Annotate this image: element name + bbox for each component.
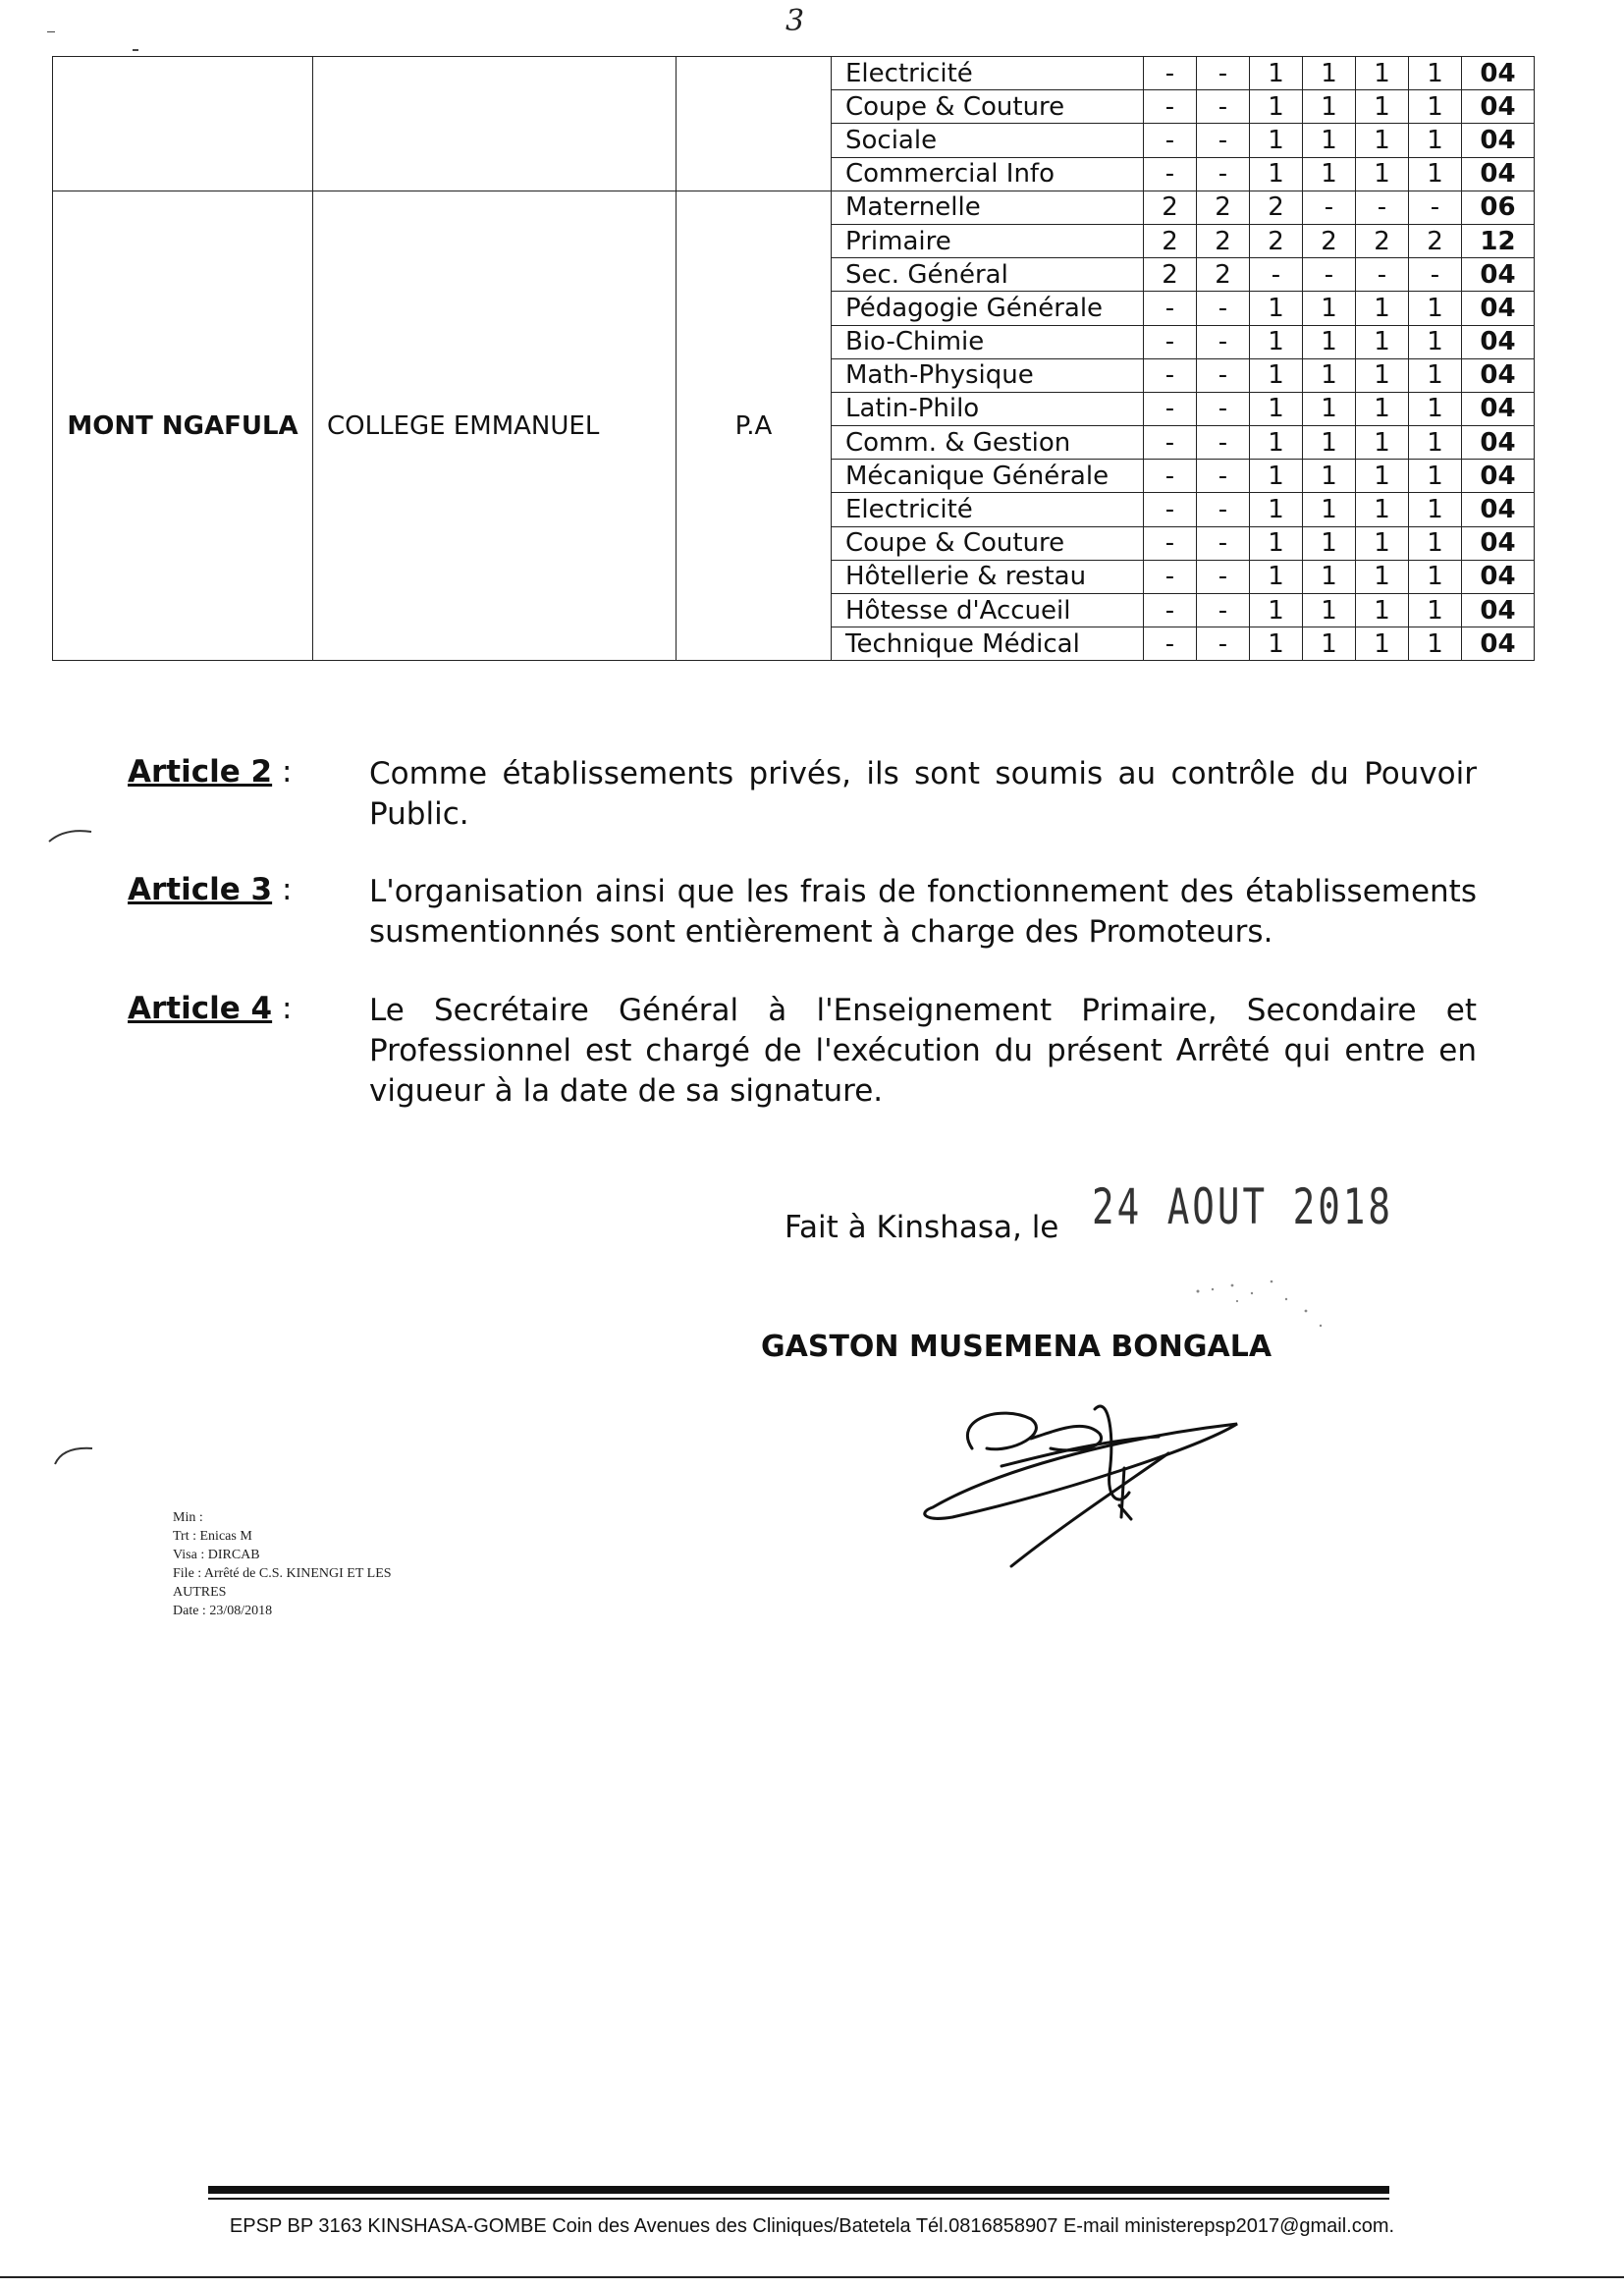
- count-cell: 1: [1250, 292, 1303, 325]
- count-cell: 1: [1356, 325, 1409, 358]
- count-cell: 1: [1356, 594, 1409, 627]
- count-cell: -: [1303, 258, 1356, 292]
- count-cell: 1: [1250, 493, 1303, 526]
- option-cell: Latin-Philo: [832, 392, 1144, 425]
- count-cell: -: [1144, 594, 1197, 627]
- option-cell: Coupe & Couture: [832, 526, 1144, 560]
- total-cell: 04: [1462, 157, 1535, 191]
- option-cell: Electricité: [832, 57, 1144, 90]
- reference-block: [173, 1508, 392, 1620]
- count-cell: -: [1197, 157, 1250, 191]
- count-cell: 1: [1303, 157, 1356, 191]
- count-cell: -: [1409, 191, 1462, 224]
- count-cell: 1: [1303, 292, 1356, 325]
- count-cell: -: [1356, 258, 1409, 292]
- count-cell: 1: [1356, 358, 1409, 392]
- count-cell: -: [1197, 90, 1250, 124]
- count-cell: -: [1197, 426, 1250, 460]
- option-cell: Math-Physique: [832, 358, 1144, 392]
- table-row: [53, 57, 1535, 90]
- count-cell: 1: [1303, 594, 1356, 627]
- count-cell: -: [1144, 460, 1197, 493]
- count-cell: 1: [1250, 426, 1303, 460]
- count-cell: -: [1197, 57, 1250, 90]
- count-cell: 1: [1303, 392, 1356, 425]
- option-cell: Comm. & Gestion: [832, 426, 1144, 460]
- signature: [913, 1380, 1247, 1581]
- total-cell: 06: [1462, 191, 1535, 224]
- count-cell: -: [1303, 191, 1356, 224]
- count-cell: -: [1144, 560, 1197, 593]
- total-cell: 04: [1462, 460, 1535, 493]
- count-cell: 1: [1409, 460, 1462, 493]
- article-4-label: Article 4 :: [128, 991, 293, 1026]
- count-cell: 1: [1303, 460, 1356, 493]
- blank-commune: [53, 57, 313, 191]
- total-cell: 04: [1462, 392, 1535, 425]
- option-cell: Coupe & Couture: [832, 90, 1144, 124]
- count-cell: 1: [1250, 594, 1303, 627]
- total-cell: 04: [1462, 90, 1535, 124]
- page-number: 3: [785, 4, 805, 38]
- option-cell: Sociale: [832, 124, 1144, 157]
- option-cell: Hôtesse d'Accueil: [832, 594, 1144, 627]
- count-cell: -: [1197, 292, 1250, 325]
- count-cell: 1: [1356, 560, 1409, 593]
- blank-regime: [677, 57, 832, 191]
- page-bottom-rule: [0, 2276, 1624, 2278]
- count-cell: 1: [1356, 493, 1409, 526]
- total-cell: 04: [1462, 560, 1535, 593]
- count-cell: -: [1144, 627, 1197, 661]
- place-label: Fait à Kinshasa, le: [785, 1210, 1059, 1245]
- table-row: [53, 191, 1535, 224]
- footer-rule-thick: [208, 2186, 1389, 2194]
- count-cell: 1: [1250, 124, 1303, 157]
- count-cell: 1: [1250, 57, 1303, 90]
- count-cell: 1: [1303, 426, 1356, 460]
- count-cell: 1: [1409, 157, 1462, 191]
- total-cell: 04: [1462, 292, 1535, 325]
- count-cell: -: [1144, 358, 1197, 392]
- count-cell: -: [1197, 392, 1250, 425]
- total-cell: 04: [1462, 594, 1535, 627]
- scan-speck: [47, 31, 55, 32]
- count-cell: 1: [1250, 627, 1303, 661]
- count-cell: 1: [1356, 292, 1409, 325]
- article-4-text: Le Secrétaire Général à l'Enseignement Primaire, Secondaire et Professionnel est chargé de l'exécution du présent Arrêté qui entre en vigueur à la date de sa signature.: [369, 993, 1477, 1109]
- count-cell: 2: [1144, 224, 1197, 257]
- count-cell: -: [1409, 258, 1462, 292]
- count-cell: 1: [1409, 594, 1462, 627]
- count-cell: 1: [1250, 90, 1303, 124]
- count-cell: 1: [1409, 325, 1462, 358]
- option-cell: Commercial Info: [832, 157, 1144, 191]
- option-cell: Sec. Général: [832, 258, 1144, 292]
- count-cell: 1: [1303, 57, 1356, 90]
- count-cell: 2: [1197, 224, 1250, 257]
- count-cell: 1: [1250, 560, 1303, 593]
- footer-rule-thin: [208, 2198, 1389, 2200]
- date-stamp: 24 AOUT 2018: [1092, 1178, 1393, 1235]
- signatory-name: GASTON MUSEMENA BONGALA: [761, 1330, 1272, 1364]
- count-cell: 1: [1303, 493, 1356, 526]
- footer-address: EPSP BP 3163 KINSHASA-GOMBE Coin des Avenues des Cliniques/Batetela Tél.0816858907 E-mail ministerepsp2017@gmail.com.: [229, 2215, 1395, 2237]
- total-cell: 04: [1462, 627, 1535, 661]
- count-cell: 2: [1144, 191, 1197, 224]
- total-cell: 04: [1462, 258, 1535, 292]
- option-cell: Technique Médical: [832, 627, 1144, 661]
- count-cell: 1: [1409, 57, 1462, 90]
- total-cell: 04: [1462, 57, 1535, 90]
- ref-min: Min :: [173, 1510, 203, 1525]
- total-cell: 04: [1462, 358, 1535, 392]
- ref-date: Date : 23/08/2018: [173, 1604, 273, 1618]
- count-cell: 1: [1250, 526, 1303, 560]
- option-cell: Maternelle: [832, 191, 1144, 224]
- count-cell: 2: [1197, 258, 1250, 292]
- count-cell: 1: [1303, 124, 1356, 157]
- article-2-text: Comme établissements privés, ils sont soumis au contrôle du Pouvoir Public.: [369, 756, 1477, 832]
- total-cell: 04: [1462, 493, 1535, 526]
- count-cell: 1: [1409, 426, 1462, 460]
- total-cell: 04: [1462, 325, 1535, 358]
- count-cell: 1: [1409, 560, 1462, 593]
- count-cell: -: [1197, 493, 1250, 526]
- count-cell: -: [1144, 325, 1197, 358]
- count-cell: 1: [1303, 526, 1356, 560]
- count-cell: -: [1197, 325, 1250, 358]
- ref-visa: Visa : DIRCAB: [173, 1548, 260, 1562]
- count-cell: -: [1197, 460, 1250, 493]
- count-cell: 1: [1409, 292, 1462, 325]
- count-cell: 1: [1356, 426, 1409, 460]
- ref-file-cont: AUTRES: [173, 1585, 227, 1600]
- margin-mark: [51, 1439, 100, 1468]
- count-cell: -: [1144, 57, 1197, 90]
- count-cell: 1: [1250, 358, 1303, 392]
- count-cell: 1: [1356, 57, 1409, 90]
- count-cell: 2: [1144, 258, 1197, 292]
- count-cell: 1: [1356, 90, 1409, 124]
- option-cell: Electricité: [832, 493, 1144, 526]
- count-cell: -: [1250, 258, 1303, 292]
- margin-mark: [47, 820, 96, 845]
- count-cell: -: [1144, 124, 1197, 157]
- option-cell: Primaire: [832, 224, 1144, 257]
- count-cell: 1: [1250, 460, 1303, 493]
- count-cell: 2: [1356, 224, 1409, 257]
- school-name-cell: COLLEGE EMMANUEL: [313, 191, 677, 661]
- count-cell: -: [1197, 526, 1250, 560]
- count-cell: 1: [1356, 526, 1409, 560]
- count-cell: 1: [1409, 124, 1462, 157]
- count-cell: -: [1197, 358, 1250, 392]
- count-cell: 1: [1409, 493, 1462, 526]
- count-cell: -: [1144, 90, 1197, 124]
- count-cell: -: [1144, 526, 1197, 560]
- count-cell: 1: [1409, 358, 1462, 392]
- count-cell: 1: [1356, 124, 1409, 157]
- count-cell: -: [1197, 627, 1250, 661]
- count-cell: 1: [1303, 90, 1356, 124]
- count-cell: -: [1144, 157, 1197, 191]
- regime-cell: P.A: [677, 191, 832, 661]
- schools-table: [52, 56, 1535, 661]
- article-3-label: Article 3 :: [128, 872, 293, 907]
- total-cell: 04: [1462, 124, 1535, 157]
- count-cell: -: [1197, 560, 1250, 593]
- blank-school: [313, 57, 677, 191]
- commune-cell: MONT NGAFULA: [53, 191, 313, 661]
- count-cell: 1: [1356, 392, 1409, 425]
- ref-trt: Trt : Enicas M: [173, 1529, 252, 1544]
- count-cell: 1: [1303, 627, 1356, 661]
- count-cell: 2: [1409, 224, 1462, 257]
- total-cell: 04: [1462, 426, 1535, 460]
- count-cell: -: [1356, 191, 1409, 224]
- count-cell: 1: [1303, 560, 1356, 593]
- count-cell: 2: [1250, 224, 1303, 257]
- count-cell: 1: [1250, 325, 1303, 358]
- count-cell: 1: [1250, 157, 1303, 191]
- article-2-label: Article 2 :: [128, 754, 293, 790]
- count-cell: -: [1144, 392, 1197, 425]
- option-cell: Pédagogie Générale: [832, 292, 1144, 325]
- count-cell: 2: [1303, 224, 1356, 257]
- count-cell: 2: [1197, 191, 1250, 224]
- count-cell: 1: [1409, 627, 1462, 661]
- count-cell: -: [1144, 292, 1197, 325]
- count-cell: 1: [1303, 358, 1356, 392]
- option-cell: Bio-Chimie: [832, 325, 1144, 358]
- count-cell: 1: [1409, 392, 1462, 425]
- count-cell: 1: [1303, 325, 1356, 358]
- count-cell: 1: [1356, 460, 1409, 493]
- ref-file: File : Arrêté de C.S. KINENGI ET LES: [173, 1566, 392, 1581]
- total-cell: 04: [1462, 526, 1535, 560]
- count-cell: 1: [1409, 90, 1462, 124]
- count-cell: 1: [1356, 627, 1409, 661]
- total-cell: 12: [1462, 224, 1535, 257]
- count-cell: -: [1197, 124, 1250, 157]
- count-cell: 1: [1250, 392, 1303, 425]
- scan-speck: [133, 49, 138, 51]
- count-cell: -: [1144, 493, 1197, 526]
- count-cell: -: [1144, 426, 1197, 460]
- option-cell: Hôtellerie & restau: [832, 560, 1144, 593]
- count-cell: 2: [1250, 191, 1303, 224]
- table-body: [53, 57, 1535, 661]
- count-cell: 1: [1409, 526, 1462, 560]
- count-cell: 1: [1356, 157, 1409, 191]
- option-cell: Mécanique Générale: [832, 460, 1144, 493]
- count-cell: -: [1197, 594, 1250, 627]
- article-3-text: L'organisation ainsi que les frais de fonctionnement des établissements susmentionnés sont entièrement à charge des Promoteurs.: [369, 874, 1477, 950]
